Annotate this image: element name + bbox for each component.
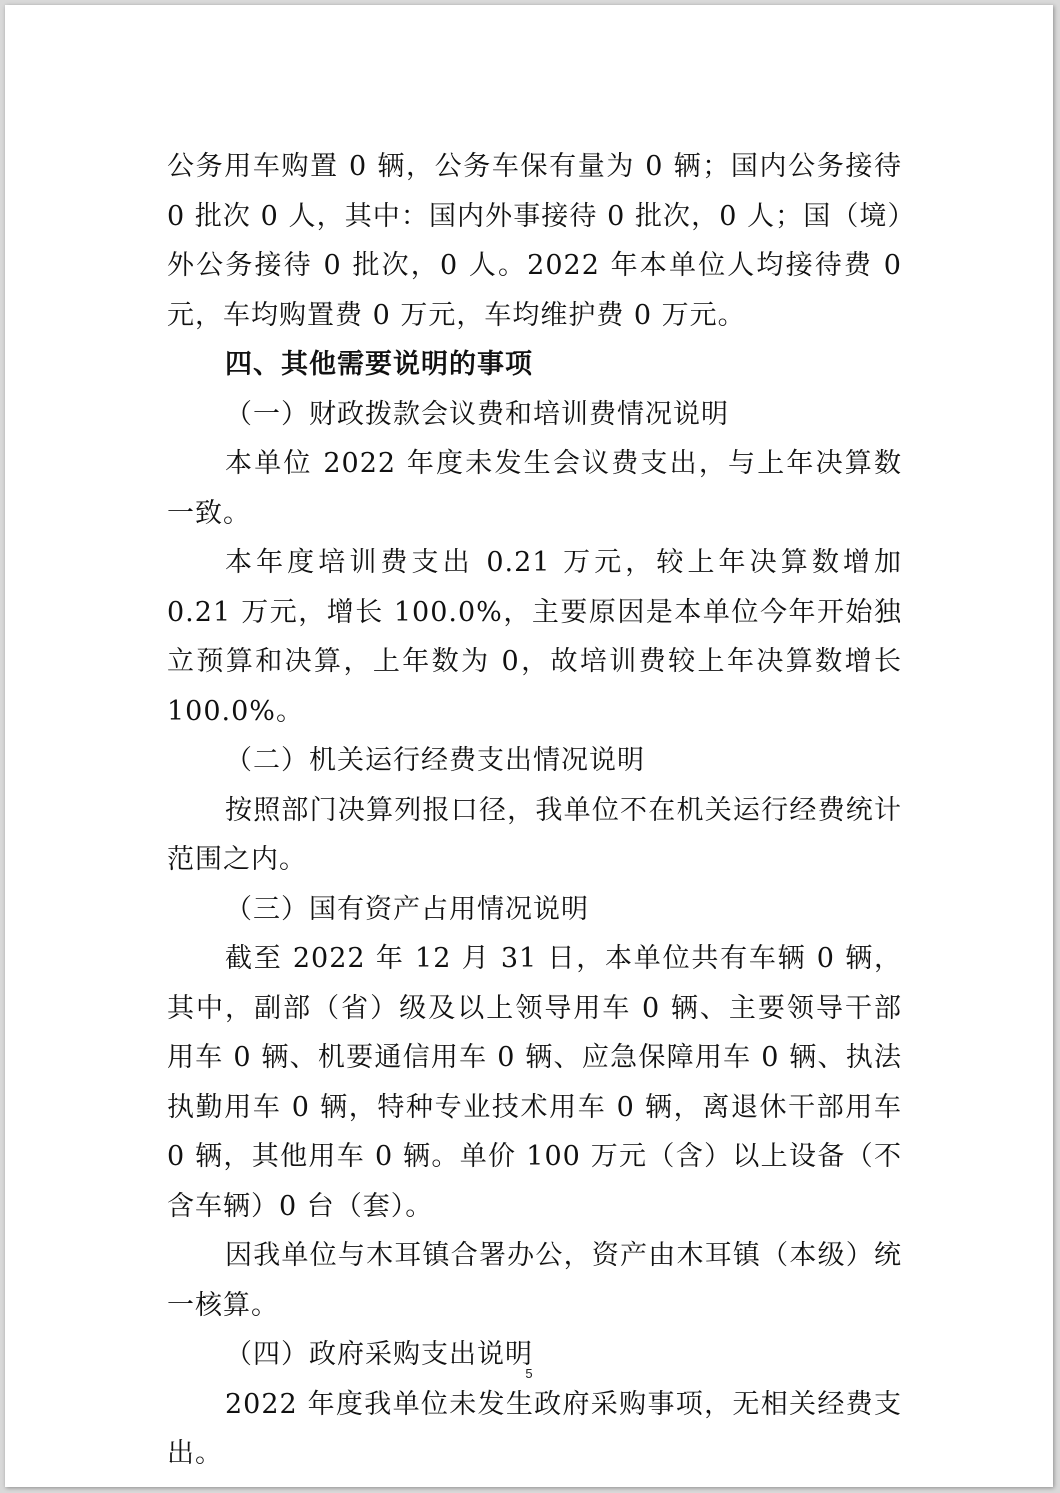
paragraph-vehicle-assets: 截至 2022 年 12 月 31 日，本单位共有车辆 0 辆，其中，副部（省）级及以上领导用车 0 辆、主要领导干部用车 0 辆、机要通信用车 0 辆、应急保障用车 0 辆、执法执勤用车 0 辆，特种专业技术用车 0 辆，离退休干部用车 0 辆，其他用车 0 辆。单价 100 万元（含）以上设备（不含车辆）0 台（套）。 [167, 943, 902, 1222]
section-heading-other-matters: 四、其他需要说明的事项 [225, 349, 533, 380]
paragraph-joint-office: 因我单位与木耳镇合署办公，资产由木耳镇（本级）统一核算。 [167, 1240, 902, 1321]
paragraph-training-fee: 本年度培训费支出 0.21 万元，较上年决算数增加 0.21 万元，增长 100.0%，主要原因是本单位今年开始独立预算和决算，上年数为 0，故培训费较上年决算数增长 100.0%。 [167, 547, 902, 727]
paragraph-procurement: 2022 年度我单位未发生政府采购事项，无相关经费支出。 [167, 1388, 902, 1469]
document-page [5, 5, 1053, 1487]
subheading-state-assets: （三）国有资产占用情况说明 [225, 893, 589, 925]
subheading-operating-expenses: （二）机关运行经费支出情况说明 [225, 745, 645, 776]
paragraph-operating-expenses: 按照部门决算列报口径，我单位不在机关运行经费统计范围之内。 [167, 794, 902, 875]
document-body [167, 142, 902, 1479]
paragraph-meeting-fee: 本单位 2022 年度未发生会议费支出，与上年决算数一致。 [167, 448, 902, 529]
subheading-procurement: （四）政府采购支出说明 [225, 1339, 533, 1370]
paragraph-vehicle-reception: 公务用车购置 0 辆，公务车保有量为 0 辆；国内公务接待 0 批次 0 人，其中：国内外事接待 0 批次，0 人；国（境）外公务接待 0 批次，0 人。2022 年本单位人均接待费 0 元，车均购置费 0 万元，车均维护费 0 万元。 [167, 151, 902, 331]
subheading-meeting-training: （一）财政拨款会议费和培训费情况说明 [225, 398, 729, 430]
page-number: 5 [525, 1366, 533, 1381]
